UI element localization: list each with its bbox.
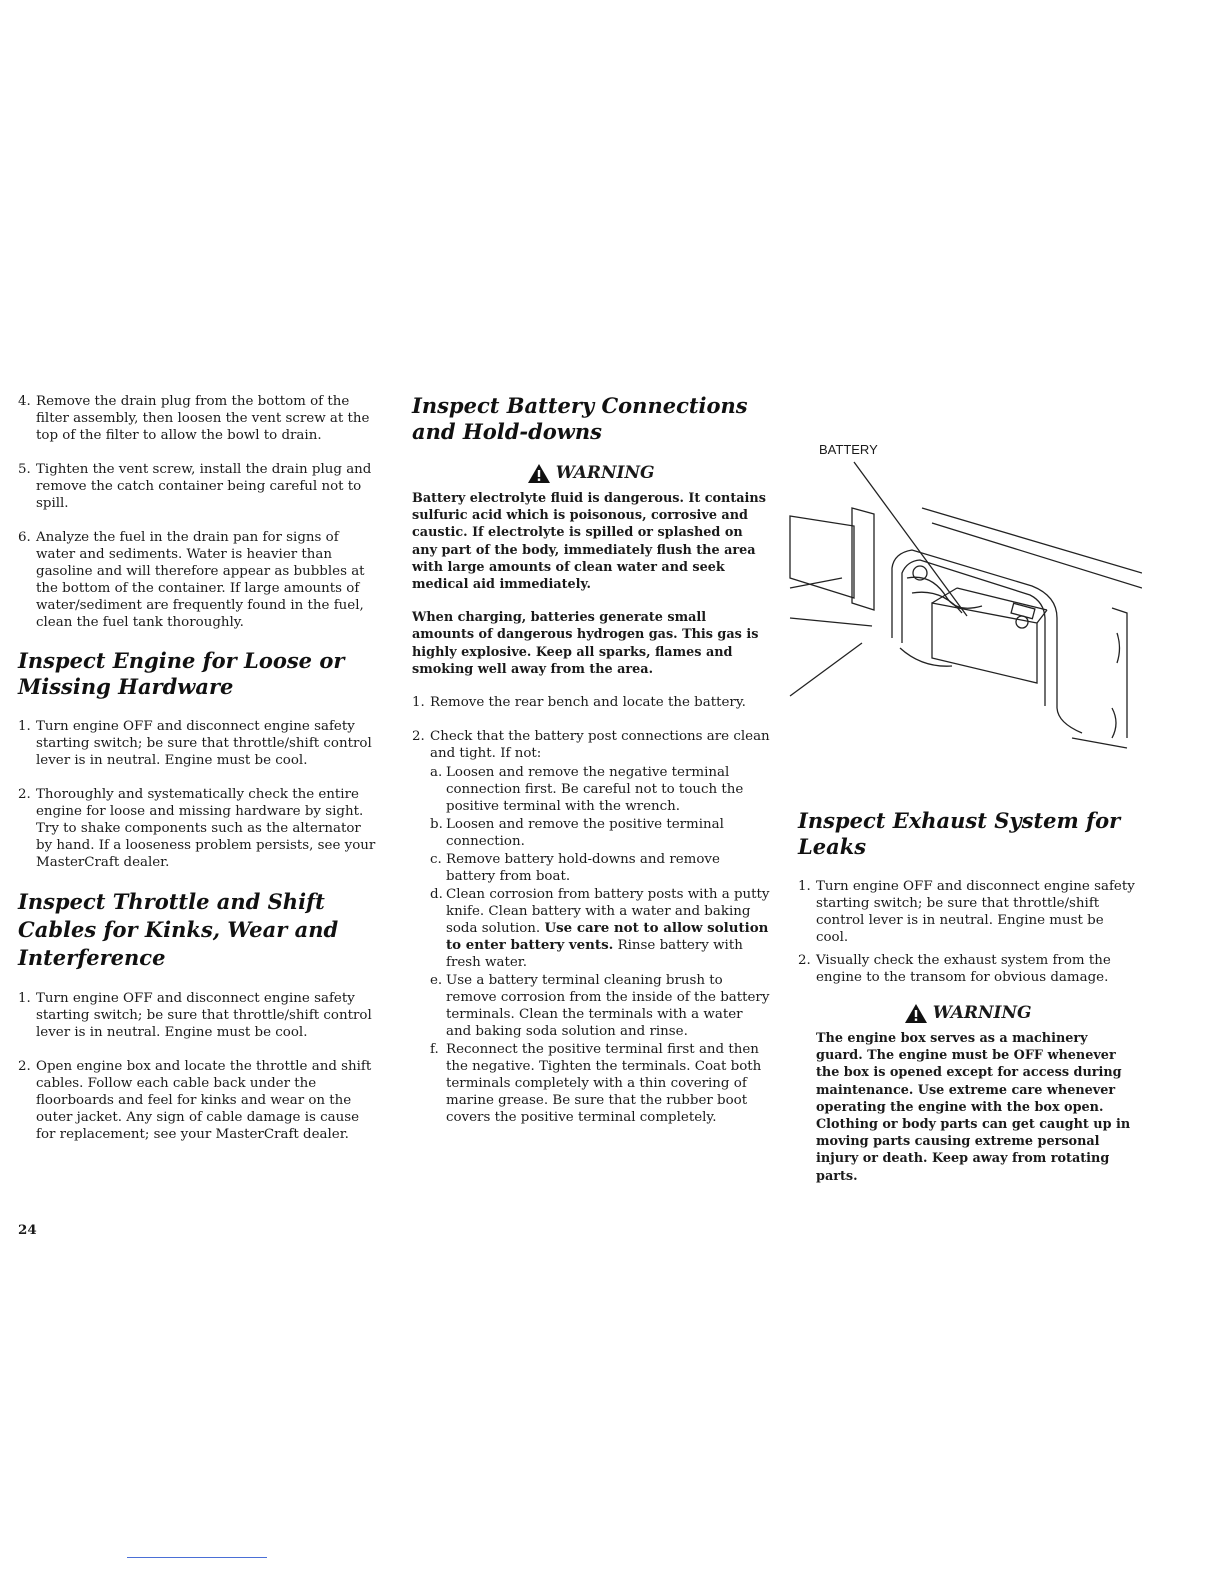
list-item: 2. Open engine box and locate the throttle and shift cables. Follow each cable back under the floorboards and feel for kinks and wear on the outer jacket. Any sign of cable damage is cause for replacement; see your MasterCraft dealer. (18, 1059, 372, 1142)
exhaust-heading: Inspect Exhaust System for Leaks (798, 808, 1121, 859)
list-item: 2. Thoroughly and systematically check the entire engine for loose and missing hardware by sight. Try to shake components such as the alternator by hand. If a looseness problem persists, see your MasterCraft dealer. (18, 787, 376, 870)
vent-caution: Use care not to allow solution to enter battery vents. (446, 920, 769, 954)
battery-label: BATTERY (819, 442, 878, 457)
list-item: c. Remove battery hold-downs and remove battery from boat. (430, 852, 720, 885)
warning-triangle-icon (527, 463, 551, 484)
battery-substeps (430, 764, 770, 1126)
battery-steps (412, 694, 770, 1126)
warning-title: WARNING (932, 1003, 1032, 1023)
warning-title: WARNING (555, 463, 655, 483)
battery-illustration (782, 438, 1142, 768)
throttle-cables-steps (18, 990, 378, 1143)
step-text: Tighten the vent screw, install the drain plug and remove the catch container being careful not to spill. (36, 462, 372, 511)
step-text: Turn engine OFF and disconnect engine safety starting switch; be sure that throttle/shift control lever is in neutral. Engine must be cool. (36, 991, 372, 1040)
list-item: 1. Turn engine OFF and disconnect engine safety starting switch; be sure that throttle/shift control lever is in neutral. Engine must be cool. (18, 719, 372, 768)
engine-hardware-steps (18, 718, 378, 871)
step-text: Visually check the exhaust system from the engine to the transom for obvious damage. (816, 953, 1111, 985)
step-text: Turn engine OFF and disconnect engine safety starting switch; be sure that throttle/shift control lever is in neutral. Engine must be cool. (36, 719, 372, 768)
step-text: Remove the rear bench and locate the battery. (430, 695, 746, 711)
step-text: Turn engine OFF and disconnect engine safety starting switch; be sure that throttle/shift control lever is in neutral. Engine must be cool. (816, 879, 1135, 945)
engine-box-warning-text: The engine box serves as a machinery guard. The engine must be OFF whenever the box is opened except for access during maintenance. Use extreme care whenever operating the engine with the box open. Clothing or body parts can get caught up in moving parts causing extreme personal injury or death. Keep away from rotating parts. (816, 1031, 1131, 1184)
right-column (798, 808, 1138, 1201)
list-item: e. Use a battery terminal cleaning brush to remove corrosion from the inside of the battery terminals. Clean the terminals with a water and baking soda solution and rinse. (430, 973, 770, 1040)
footer-link-underline[interactable] (127, 1557, 267, 1558)
list-item: 6. Analyze the fuel in the drain pan for signs of water and sediments. Water is heavier than gasoline and will therefore appear as bubbles at the bottom of the container. If large amounts of water/sediment are frequently found in the fuel, clean the fuel tank thoroughly. (18, 530, 365, 630)
battery-drawing (782, 438, 1142, 768)
left-column (18, 393, 378, 1160)
step-text: Thoroughly and systematically check the entire engine for loose and missing hardware by sight. Try to shake components such as the alternator by hand. If a looseness problem persists, see your MasterCraft dealer. (36, 787, 376, 870)
list-item: 2. Visually check the exhaust system from the engine to the transom for obvious damage. (798, 953, 1111, 985)
step-text: Analyze the fuel in the drain pan for signs of water and sediments. Water is heavier than gasoline and will therefore appear as bubbles at the bottom of the container. If large amounts of water/sediment are frequently found in the fuel, clean the fuel tank thoroughly. (36, 530, 365, 630)
list-item: f. Reconnect the positive terminal first and then the negative. Tighten the terminals. Coat both terminals completely with a thin covering of marine grease. Be sure that the rubber boot covers the positive terminal completely. (430, 1042, 762, 1126)
list-item: d. Clean corrosion from battery posts with a putty knife. Clean battery with a water and baking soda solution. Use care not to allow solution to enter battery vents. Rinse battery with fresh water. (430, 887, 770, 971)
list-item: 2. Check that the battery post connections are clean and tight. If not: a. Loosen and remove the negative terminal connection first. Be careful not to touch the positive terminal with the wrench. b. Loosen and remove the positive terminal connection. c. Remove battery hold-downs and remove battery from boat. d. Clean corrosion from battery posts with a putty knife. Clean battery with a water and baking soda solution. Use care not to allow solution to enter battery vents. Rinse battery with fresh water. e. Use a battery terminal cleaning brush to remove corrosion from the inside of the battery terminals. Clean the terminals with a water and baking soda solution and rinse. f. Reconnect the positive terminal first and then the negative. Tighten the terminals. Coat both terminals completely with a thin covering of marine grease. Be sure that the rubber boot covers the positive terminal completely. (412, 729, 770, 1126)
list-item: 1. Turn engine OFF and disconnect engine safety starting switch; be sure that throttle/shift control lever is in neutral. Engine must be cool. (798, 879, 1135, 945)
hydrogen-warning-text: When charging, batteries generate small amounts of dangerous hydrogen gas. This gas is highly explosive. Keep all sparks, flames and smoking well away from the area. (412, 610, 759, 677)
list-item: 4. Remove the drain plug from the bottom of the filter assembly, then loosen the vent screw at the top of the filter to allow the bowl to drain. (18, 394, 370, 443)
battery-warning-header (412, 463, 770, 484)
throttle-cables-heading: Inspect Throttle and Shift Cables for Kinks, Wear and Interference (18, 889, 339, 970)
list-item: 5. Tighten the vent screw, install the drain plug and remove the catch container being careful not to spill. (18, 462, 372, 511)
list-item: a. Loosen and remove the negative terminal connection first. Be careful not to touch the positive terminal with the wrench. (430, 765, 744, 815)
page-number: 24 (18, 1222, 37, 1238)
battery-heading: Inspect Battery Connections and Hold-downs (412, 393, 748, 444)
warning-triangle-icon (904, 1003, 928, 1024)
list-item: 1. Remove the rear bench and locate the battery. (412, 695, 746, 711)
step-text: Check that the battery post connections are clean and tight. If not: (430, 729, 770, 762)
step-text: Open engine box and locate the throttle and shift cables. Follow each cable back under the floorboards and feel for kinks and wear on the outer jacket. Any sign of cable damage is cause for replacement; see your MasterCraft dealer. (36, 1059, 372, 1142)
engine-box-warning-header (798, 1003, 1138, 1024)
exhaust-steps (798, 878, 1138, 986)
list-item: 1. Turn engine OFF and disconnect engine safety starting switch; be sure that throttle/shift control lever is in neutral. Engine must be cool. (18, 991, 372, 1040)
battery-warning-text: Battery electrolyte fluid is dangerous. It contains sulfuric acid which is poisonous, corrosive and caustic. If electrolyte is spilled or splashed on any part of the body, immediately flush the area with large amounts of clean water and seek medical aid immediately. (412, 491, 766, 593)
fuel-filter-steps (18, 393, 378, 631)
step-text: Remove the drain plug from the bottom of the filter assembly, then loosen the vent screw at the top of the filter to allow the bowl to drain. (36, 394, 370, 443)
engine-hardware-heading: Inspect Engine for Loose or Missing Hardware (18, 648, 345, 699)
list-item: b. Loosen and remove the positive terminal connection. (430, 817, 724, 850)
middle-column (412, 393, 770, 1143)
